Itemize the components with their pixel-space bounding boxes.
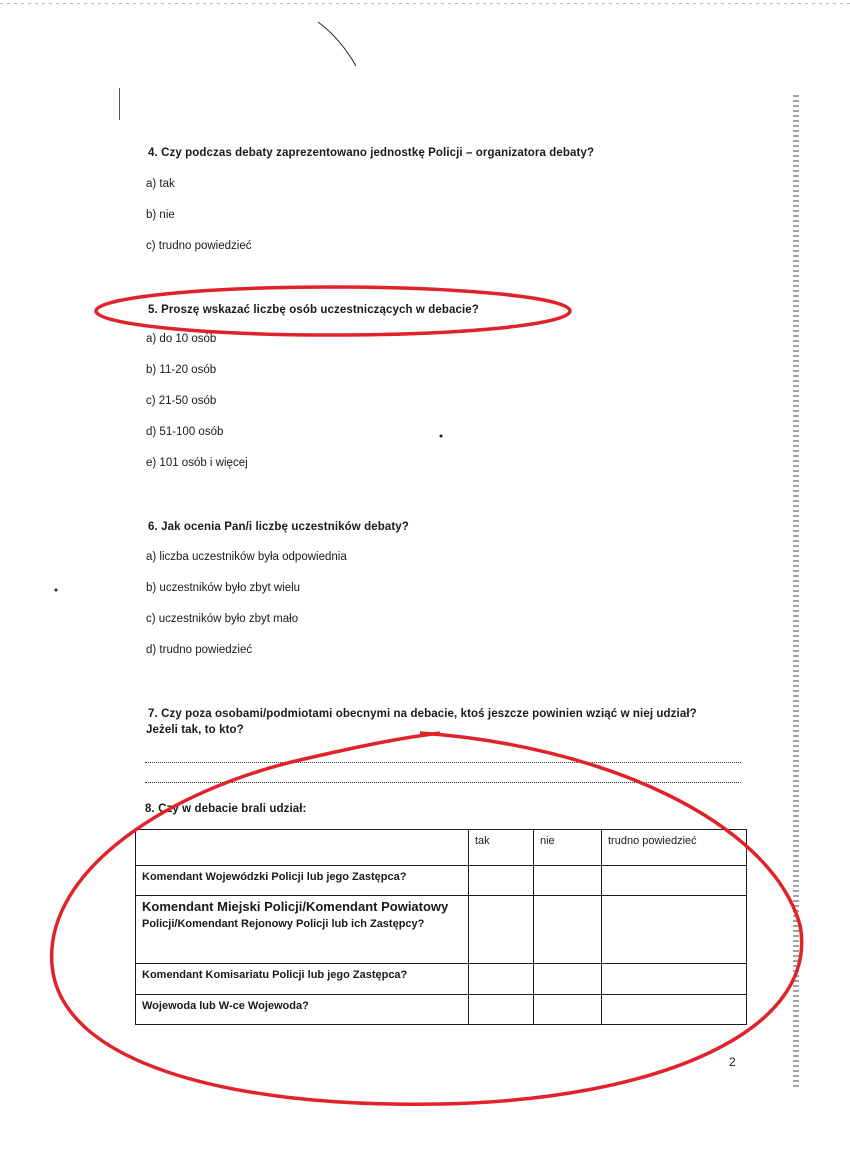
- q6-option-c: c) uczestników było zbyt mało: [146, 613, 299, 625]
- question-5: 5. Proszę wskazać liczbę osób uczestniczących w debacie?: [148, 304, 479, 316]
- question-8: 8. Czy w debacie brali udział:: [145, 803, 307, 815]
- q6-option-d: d) trudno powiedzieć: [146, 644, 253, 656]
- highlight-ellipse-question-8: [52, 733, 802, 1104]
- row-label-komendant-miejski-line-1: Komendant Miejski Policji/Komendant Powiatowy: [142, 899, 449, 914]
- q5-option-d: d) 51-100 osób: [146, 426, 224, 438]
- highlight-ellipse-question-5: [96, 287, 570, 335]
- question-7-line-2: Jeżeli tak, to kto?: [146, 724, 244, 736]
- row-label-wojewoda: Wojewoda lub W-ce Wojewoda?: [136, 995, 469, 1025]
- column-header-tak: tak: [469, 830, 534, 866]
- q4-option-c: c) trudno powiedzieć: [146, 240, 252, 252]
- question-6: 6. Jak ocenia Pan/i liczbę uczestników debaty?: [148, 521, 409, 533]
- column-header-trudno: trudno powiedzieć: [602, 830, 747, 866]
- question-7-line-1: 7. Czy poza osobami/podmiotami obecnymi na debacie, ktoś jeszcze powinien wziąć w niej udział?: [148, 708, 697, 720]
- page-number: 2: [729, 1055, 736, 1069]
- scan-speck: [55, 589, 58, 592]
- q5-option-b: b) 11-20 osób: [146, 364, 217, 376]
- scan-stroke-mark: [318, 22, 356, 66]
- q6-option-a: a) liczba uczestników była odpowiednia: [146, 551, 347, 563]
- column-header-nie: nie: [534, 830, 602, 866]
- q4-option-a: a) tak: [146, 178, 175, 190]
- q5-option-a: a) do 10 osób: [146, 333, 217, 345]
- q5-option-c: c) 21-50 osób: [146, 395, 217, 407]
- scan-speck: [440, 435, 443, 438]
- row-label-komendant-komisariatu: Komendant Komisariatu Policji lub jego Zastępca?: [136, 964, 469, 995]
- q6-option-b: b) uczestników było zbyt wielu: [146, 582, 301, 594]
- row-label-komendant-miejski-line-2: Policji/Komendant Rejonowy Policji lub ich Zastępcy?: [142, 918, 425, 930]
- q5-option-e: e) 101 osób i więcej: [146, 457, 248, 469]
- row-label-komendant-wojewodzki: Komendant Wojewódzki Policji lub jego Zastępca?: [136, 866, 469, 896]
- q4-option-b: b) nie: [146, 209, 175, 221]
- question-4: 4. Czy podczas debaty zaprezentowano jednostkę Policji – organizatora debaty?: [148, 147, 595, 159]
